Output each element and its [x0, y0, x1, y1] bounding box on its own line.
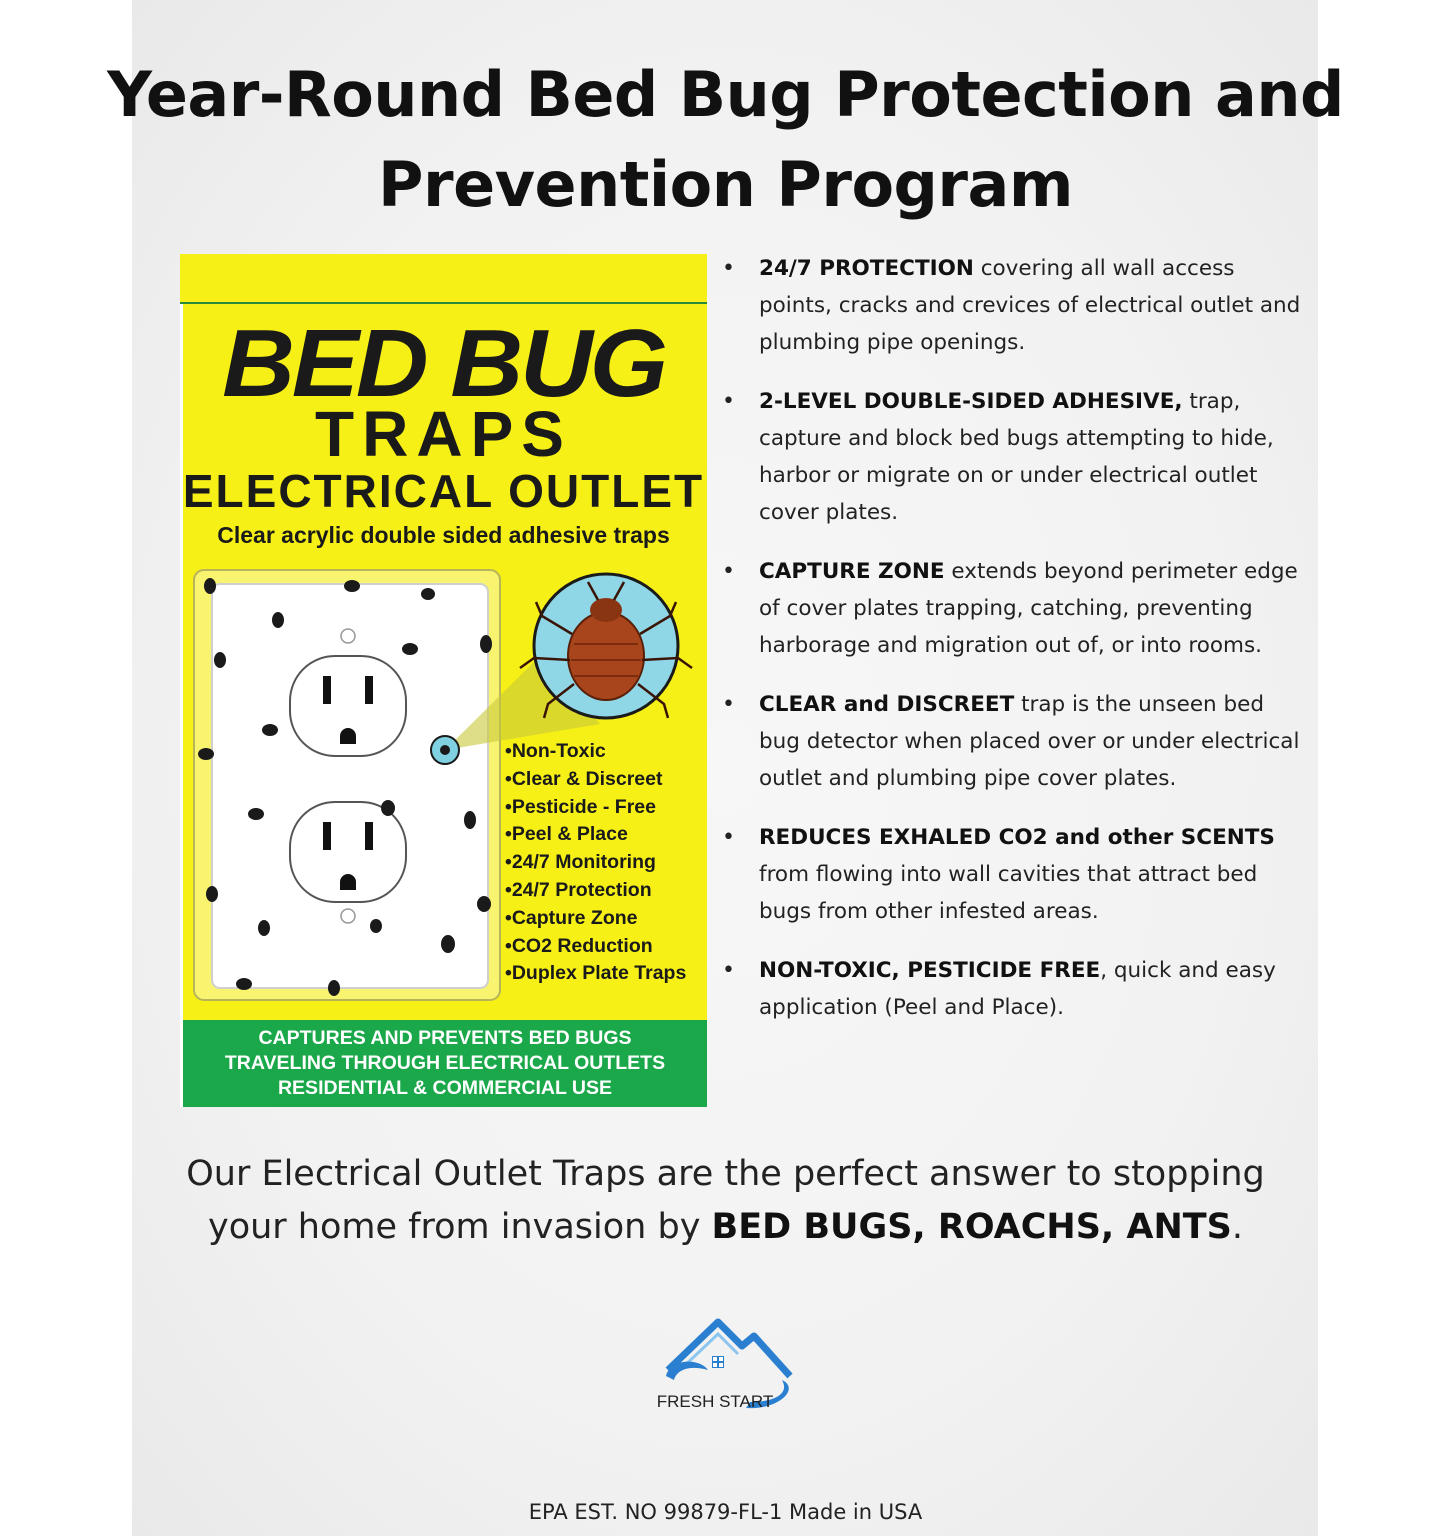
benefit-item: [722, 952, 1302, 1026]
bullet-icon: •: [722, 559, 735, 584]
title-line-2: Prevention Program: [378, 148, 1073, 221]
page-title: [0, 50, 1451, 230]
benefit-text: trap is the unseen bed bug detector when placed over or under electrical outlet and plumbing pipe cover plates.: [759, 692, 1300, 791]
benefit-item: [722, 250, 1302, 361]
feature-item: • 24/7 Monitoring: [505, 849, 705, 877]
feature-item: • Capture Zone: [505, 905, 705, 933]
benefit-list: [722, 250, 1302, 1048]
benefit-heading: 24/7 PROTECTION: [759, 256, 974, 281]
panel-divider: [180, 302, 707, 304]
band-line-1: CAPTURES AND PREVENTS BED BUGS: [258, 1027, 632, 1049]
bullet-icon: •: [722, 389, 735, 414]
bullet-icon: •: [722, 692, 735, 717]
closing-pests: BED BUGS, ROACHS, ANTS: [711, 1207, 1232, 1247]
benefit-heading: NON-TOXIC, PESTICIDE FREE: [759, 958, 1101, 983]
closing-line-2: [0, 1201, 1451, 1254]
benefit-text: trap, capture and block bed bugs attempting to hide, harbor or migrate on or under electrical outlet cover plates.: [759, 389, 1274, 525]
feature-item: • Clear & Discreet: [505, 766, 705, 794]
product-tagline-band: [183, 1020, 707, 1107]
closing-suffix: .: [1231, 1207, 1244, 1247]
benefit-text: , quick and easy application (Peel and Place).: [759, 958, 1276, 1020]
feature-list: [505, 738, 705, 988]
benefit-item: [722, 383, 1302, 531]
benefit-text: covering all wall access points, cracks and crevices of electrical outlet and plumbing pipe openings.: [759, 256, 1301, 355]
band-line-2: TRAVELING THROUGH ELECTRICAL OUTLETS: [224, 1052, 666, 1074]
brand-traps: TRAPS: [315, 398, 572, 470]
product-image: [180, 254, 707, 1107]
benefit-item: [722, 686, 1302, 797]
benefit-heading: CAPTURE ZONE: [759, 559, 945, 584]
band-line-3: RESIDENTIAL & COMMERCIAL USE: [277, 1077, 613, 1099]
closing-prefix: your home from invasion by: [207, 1207, 712, 1247]
feature-item: • 24/7 Protection: [505, 877, 705, 905]
benefit-text: from flowing into wall cavities that attract bed bugs from other infested areas.: [759, 862, 1258, 924]
benefit-item: [722, 553, 1302, 664]
benefit-heading: CLEAR and DISCREET: [759, 692, 1015, 717]
benefit-item: [722, 819, 1302, 930]
feature-item: • Peel & Place: [505, 821, 705, 849]
logo-text: FRESH START: [656, 1392, 774, 1411]
outlet-plate: [212, 584, 488, 988]
epa-footer: EPA EST. NO 99879-FL-1 Made in USA: [528, 1500, 923, 1524]
benefit-text: extends beyond perimeter edge of cover plates trapping, catching, preventing harborage and migration out of, or into rooms.: [759, 559, 1298, 658]
benefit-heading: REDUCES EXHALED CO2 and other SCENTS: [759, 825, 1275, 850]
bullet-icon: •: [722, 825, 735, 850]
feature-item: • CO2 Reduction: [505, 933, 705, 961]
title-line-1: Year-Round Bed Bug Protection and: [107, 58, 1344, 131]
feature-item: • Duplex Plate Traps: [505, 960, 705, 988]
brand-name: BED BUG: [222, 310, 665, 417]
feature-item: • Pesticide - Free: [505, 794, 705, 822]
brand-outlet: ELECTRICAL OUTLET: [182, 465, 705, 517]
benefit-heading: 2-LEVEL DOUBLE-SIDED ADHESIVE,: [759, 389, 1183, 414]
closing-line-1: Our Electrical Outlet Traps are the perfect answer to stopping: [186, 1154, 1265, 1194]
bullet-icon: •: [722, 256, 735, 281]
brand-subtitle: Clear acrylic double sided adhesive traps: [217, 522, 670, 548]
feature-item: • Non-Toxic: [505, 738, 705, 766]
closing-statement: [0, 1148, 1451, 1254]
bullet-icon: •: [722, 958, 735, 983]
